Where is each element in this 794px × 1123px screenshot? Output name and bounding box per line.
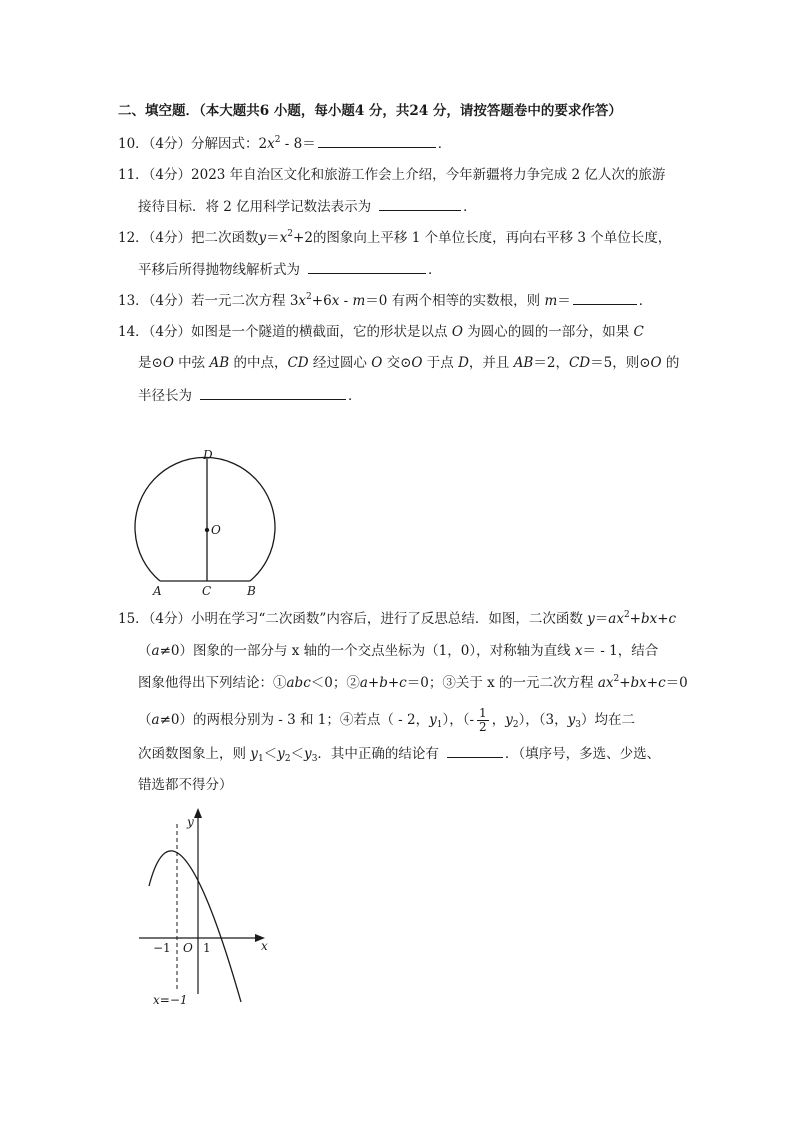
- question-text: ）均在二: [581, 712, 636, 728]
- question-text: ＝2，: [533, 355, 569, 371]
- question-text: ．（填序号，多选、少选、: [504, 746, 661, 762]
- question-text: 交⊙: [382, 355, 412, 371]
- question-11-line2: [138, 196, 477, 217]
- question-10: [118, 133, 451, 154]
- question-13: [118, 290, 652, 311]
- variable: a+b+c: [359, 675, 407, 691]
- variable: y: [505, 712, 513, 728]
- variable: O: [162, 355, 174, 371]
- question-text: ＝: [594, 611, 609, 627]
- question-text: ，: [491, 712, 506, 728]
- tunnel-diagram: [132, 446, 282, 598]
- question-text: 把二次函数: [191, 230, 259, 246]
- question-text: ＝: [266, 230, 280, 246]
- exponent: 2: [306, 292, 312, 302]
- answer-blank[interactable]: [447, 743, 503, 758]
- variable: m: [544, 293, 558, 309]
- question-text: ＜: [263, 746, 278, 762]
- variable: a: [151, 712, 160, 728]
- label-c: C: [202, 584, 212, 598]
- question-text: 如图是一个隧道的横截面，它的形状是以点: [191, 324, 452, 340]
- subscript: 3: [575, 720, 582, 730]
- section-heading-text: 二、填空题．（本大题共6 小题，每小题4 分，共24 分，请按答题卷中的要求作答）: [118, 103, 622, 119]
- question-text: ），（3，: [518, 712, 568, 728]
- variable: y: [587, 611, 595, 627]
- question-text: - 8＝: [280, 136, 316, 152]
- variable: O: [650, 355, 662, 371]
- question-number: 14．（4分）: [118, 324, 192, 340]
- question-12-line2: [138, 259, 442, 280]
- variable: x: [298, 293, 307, 309]
- question-text: +2: [293, 230, 313, 246]
- label-symmetry-axis: x=−1: [153, 993, 188, 1007]
- question-text: 错选都不得分）: [138, 777, 233, 793]
- minus-sign: -: [469, 712, 475, 728]
- variable: y: [250, 746, 258, 762]
- variable: m: [352, 293, 366, 309]
- exponent: 2: [613, 674, 620, 684]
- label-origin: O: [183, 941, 193, 955]
- section-heading: [118, 101, 622, 121]
- variable: +bx+c: [629, 611, 677, 627]
- question-text: 于点: [422, 355, 459, 371]
- question-number: 11．（4分）: [118, 167, 192, 183]
- punctuation: ．: [428, 262, 442, 278]
- variable: x: [267, 136, 275, 152]
- variable: O: [411, 355, 423, 371]
- variable: O: [451, 324, 463, 340]
- question-text: ＜0；②: [310, 675, 360, 691]
- variable: y: [304, 746, 312, 762]
- fraction-denominator: 2: [479, 720, 487, 734]
- question-text: ，并且: [468, 355, 514, 371]
- label-b: B: [247, 584, 256, 598]
- question-text: （: [138, 643, 152, 659]
- question-text: ＝ - 1，结合: [582, 643, 659, 659]
- variable: x: [331, 293, 340, 309]
- fraction: [477, 707, 489, 734]
- question-text: 分解因式：2: [191, 136, 268, 152]
- variable: y: [429, 712, 437, 728]
- variable: y: [258, 230, 267, 246]
- question-text: 2023 年自治区文化和旅游工作会上介绍，今年新疆将力争完成 2 亿人次的旅游: [191, 167, 666, 183]
- question-text: 的图象向上平移 1 个单位长度，再向右平移 3 个单位长度，: [312, 230, 672, 246]
- label-y: y: [187, 815, 194, 829]
- question-14-line3: [138, 385, 362, 406]
- answer-blank[interactable]: [573, 290, 637, 305]
- question-text: ＝: [557, 293, 571, 309]
- exponent: 2: [274, 135, 281, 145]
- punctuation: ．: [638, 293, 653, 309]
- answer-blank[interactable]: [308, 259, 426, 274]
- subscript: 1: [257, 754, 264, 764]
- label-d: D: [203, 448, 213, 462]
- label-o: O: [211, 523, 221, 537]
- question-15-line3: [138, 673, 688, 693]
- question-15: [118, 609, 676, 629]
- variable: a: [151, 643, 160, 659]
- parabola-graph: [135, 806, 275, 1008]
- subscript: 2: [284, 754, 291, 764]
- question-12: [118, 228, 671, 248]
- variable: y: [277, 746, 285, 762]
- variable: CD: [568, 355, 591, 371]
- answer-blank[interactable]: [200, 385, 346, 400]
- question-number: 15．（4分）: [118, 611, 192, 627]
- question-number: 12．（4分）: [118, 230, 192, 246]
- variable: x: [279, 230, 288, 246]
- label-one: 1: [203, 941, 211, 955]
- circle-arc: [135, 457, 275, 581]
- exponent: 2: [623, 610, 630, 620]
- question-text: ＝0: [665, 675, 688, 691]
- exponent: 2: [287, 229, 294, 239]
- answer-blank[interactable]: [379, 196, 461, 211]
- question-text: ＝0 有两个相等的实数根，则: [365, 293, 545, 309]
- variable: AB: [513, 355, 534, 371]
- question-11: [118, 165, 665, 185]
- question-text: ≠0）图象的一部分与 x 轴的一个交点坐标为（1，0），对称轴为直线: [159, 643, 575, 659]
- question-text: 的: [661, 355, 680, 371]
- variable: AB: [209, 355, 230, 371]
- question-text: 为圆心的圆的一部分，如果: [462, 324, 634, 340]
- question-14: [118, 322, 644, 342]
- question-text: 接待目标．将 2 亿用科学记数法表示为: [138, 199, 372, 215]
- question-text: ），（: [442, 712, 470, 728]
- label-a: A: [153, 584, 162, 598]
- y-axis-arrow-icon: [194, 808, 202, 818]
- variable: ax: [608, 611, 624, 627]
- variable: CD: [287, 355, 309, 371]
- variable: D: [458, 355, 469, 371]
- answer-blank[interactable]: [318, 133, 436, 148]
- variable: +bx+c: [619, 675, 666, 691]
- question-15-line2: [138, 641, 658, 661]
- question-text: 经过圆心: [308, 355, 372, 371]
- question-number: 10．（4分）: [118, 136, 192, 152]
- variable: C: [633, 324, 644, 340]
- question-15-line5: [138, 743, 660, 764]
- question-text: 中弦: [173, 355, 210, 371]
- question-text: 图象他得出下列结论：①: [138, 675, 287, 691]
- question-15-line6: [138, 775, 233, 795]
- question-text: （: [138, 712, 152, 728]
- parabola-curve: [149, 851, 241, 1002]
- question-text: 是⊙: [138, 355, 163, 371]
- fraction-numerator: 1: [479, 706, 487, 720]
- question-15-line4: [138, 707, 635, 734]
- subscript: 2: [512, 720, 519, 730]
- variable: ax: [597, 675, 614, 691]
- question-number: 13．（4分）: [118, 293, 192, 309]
- question-text: ≠0）的两根分别为 - 3 和 1；④若点（ - 2，: [159, 712, 430, 728]
- variable: y: [567, 712, 576, 728]
- variable: x: [574, 643, 583, 659]
- label-x: x: [261, 939, 268, 953]
- variable: O: [371, 355, 383, 371]
- question-text: 小明在学习“二次函数”内容后，进行了反思总结．如图，二次函数: [191, 611, 588, 627]
- question-text: -: [339, 293, 353, 309]
- label-minus-one: −1: [153, 941, 171, 955]
- punctuation: ．: [463, 199, 477, 215]
- center-point: [205, 528, 209, 532]
- question-text: 次函数图象上，则: [138, 746, 251, 762]
- question-text: ＝0；③关于 x 的一元二次方程: [406, 675, 598, 691]
- punctuation: ．: [348, 388, 362, 404]
- subscript: 1: [436, 720, 443, 730]
- question-text: +6: [311, 293, 332, 309]
- question-text: 平移后所得抛物线解析式为: [138, 262, 300, 278]
- question-14-line2: [138, 353, 679, 373]
- question-text: 的中点，: [229, 355, 288, 371]
- question-text: ＝5，则⊙: [590, 355, 651, 371]
- question-text: 半径长为: [138, 388, 192, 404]
- variable: abc: [286, 675, 311, 691]
- question-text: 若一元二次方程 3: [191, 293, 299, 309]
- punctuation: ．: [437, 136, 452, 152]
- question-text: ．其中正确的结论有: [317, 746, 439, 762]
- subscript: 3: [311, 754, 318, 764]
- question-text: ＜: [290, 746, 305, 762]
